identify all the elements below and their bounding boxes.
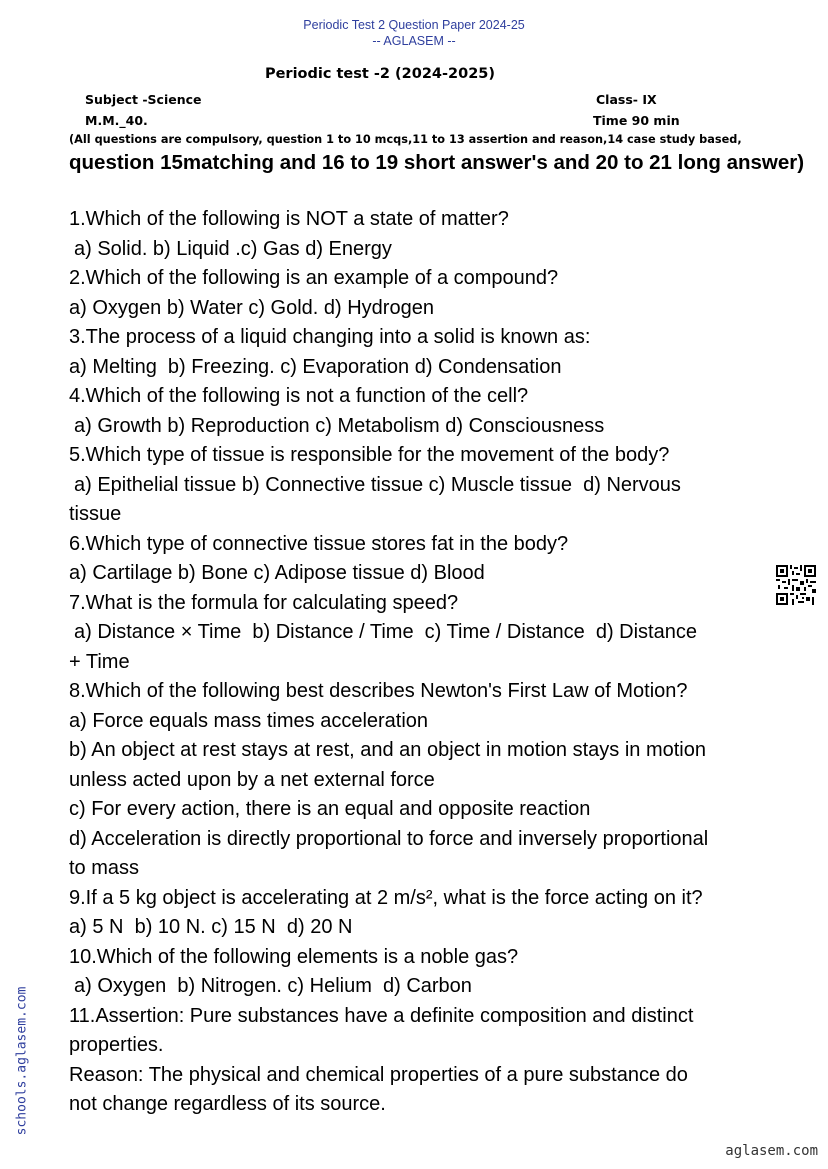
exam-subject: Subject -Science	[85, 92, 202, 107]
question-3: 3.The process of a liquid changing into a solid is known as:	[69, 326, 591, 348]
question-7: 7.What is the formula for calculating speed?	[69, 591, 459, 614]
question-8-option-d: d) Acceleration is directly proportional to force and inversely proportional	[69, 827, 709, 850]
question-8: 8.Which of the following best describes Newton's First Law of Motion?	[69, 680, 688, 702]
question-4: 4.Which of the following is not a function of the cell?	[69, 385, 529, 407]
question-11-reason: Reason: The physical and chemical properties of a pure substance do	[69, 1063, 688, 1086]
exam-time: Time 90 min	[593, 113, 680, 128]
qr-code-icon[interactable]	[776, 565, 816, 605]
question-11-reason-cont: not change regardless of its source.	[69, 1093, 386, 1115]
footer-watermark: aglasem.com	[725, 1143, 818, 1159]
side-watermark	[12, 968, 32, 1154]
question-7-options-cont: + Time	[69, 650, 130, 673]
question-8-option-b-cont: unless acted upon by a net external force	[69, 768, 435, 791]
question-3-options: a) Melting b) Freezing. c) Evaporation d) Condensation	[69, 355, 562, 378]
question-5: 5.Which type of tissue is responsible for the movement of the body?	[69, 444, 670, 466]
question-8-option-c: c) For every action, there is an equal and opposite reaction	[69, 798, 591, 820]
question-5-options-cont: tissue	[69, 503, 122, 525]
question-11-assertion-cont: properties.	[69, 1034, 164, 1056]
exam-class: Class- IX	[596, 92, 657, 107]
question-8-option-b: b) An object at rest stays at rest, and an object in motion stays in motion	[69, 739, 706, 761]
question-5-options: a) Epithelial tissue b) Connective tissue c) Muscle tissue d) Nervous	[74, 473, 681, 496]
question-8-option-a: a) Force equals mass times acceleration	[69, 709, 429, 732]
question-2: 2.Which of the following is an example of a compound?	[69, 267, 559, 289]
question-11-assertion: 11.Assertion: Pure substances have a definite composition and distinct	[69, 1004, 694, 1027]
header-line-1: Periodic Test 2 Question Paper 2024-25	[303, 18, 525, 32]
question-7-options: a) Distance × Time b) Distance / Time c) Time / Distance d) Distance	[74, 621, 697, 643]
question-9: 9.If a 5 kg object is accelerating at 2 m/s², what is the force acting on it?	[69, 886, 703, 909]
side-watermark-text: schools.aglasem.com	[14, 986, 30, 1136]
question-list	[69, 205, 814, 1120]
question-8-option-d-cont: to mass	[69, 857, 140, 879]
question-6-options: a) Cartilage b) Bone c) Adipose tissue d) Blood	[69, 562, 485, 584]
header-line-2: -- AGLASEM --	[372, 34, 456, 48]
instructions-note: (All questions are compulsory, question 1 to 10 mcqs,11 to 13 assertion and reason,14 case study based,	[69, 133, 742, 146]
question-1-options: a) Solid. b) Liquid .c) Gas d) Energy	[74, 237, 392, 260]
question-10-options: a) Oxygen b) Nitrogen. c) Helium d) Carbon	[74, 975, 472, 997]
question-4-options: a) Growth b) Reproduction c) Metabolism d) Consciousness	[74, 414, 605, 437]
question-2-options: a) Oxygen b) Water c) Gold. d) Hydrogen	[69, 296, 434, 319]
question-9-options: a) 5 N b) 10 N. c) 15 N d) 20 N	[69, 916, 353, 938]
question-6: 6.Which type of connective tissue stores fat in the body?	[69, 532, 569, 555]
question-1: 1.Which of the following is NOT a state of matter?	[69, 208, 509, 230]
instructions-note-continued: question 15matching and 16 to 19 short answer's and 20 to 21 long answer)	[69, 151, 805, 174]
exam-title: Periodic test -2 (2024-2025)	[264, 66, 496, 82]
exam-max-marks: M.M._40.	[85, 113, 148, 128]
question-10: 10.Which of the following elements is a noble gas?	[69, 945, 519, 968]
